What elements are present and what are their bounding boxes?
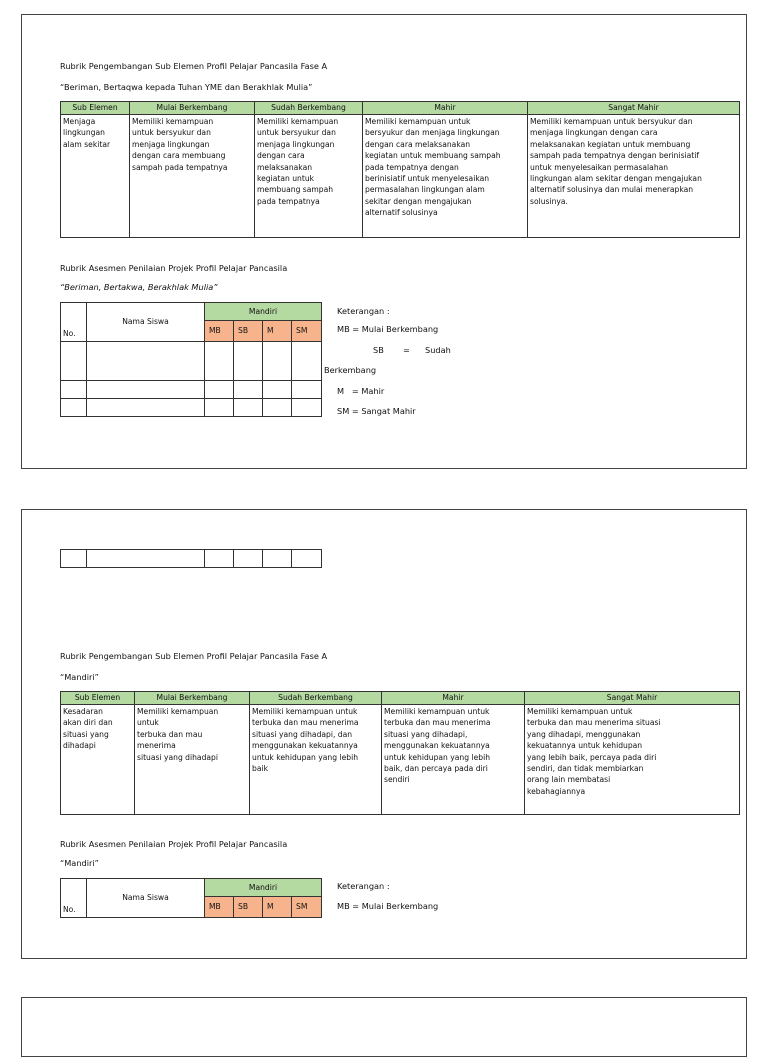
assessment-table: [60, 302, 322, 417]
col-header-mandiri: Mandiri: [205, 303, 322, 321]
legend-sb-equals: =: [403, 345, 410, 355]
legend-sb-text-cont: Berkembang: [324, 365, 377, 375]
cell-sub-elemen: Menjaga lingkungan alam sekitar: [61, 115, 130, 238]
rubric-title: Rubrik Pengembangan Sub Elemen Profil Pelajar Pancasila Fase A: [60, 651, 328, 661]
assessment-subtitle: “Beriman, Bertakwa, Berakhlak Mulia”: [60, 282, 218, 292]
legend-sm: SM = Sangat Mahir: [337, 406, 416, 416]
col-header-sb: SB: [234, 321, 263, 342]
col-header: Sub Elemen: [61, 692, 135, 705]
rubric-table: [60, 101, 740, 238]
table-header-row: [61, 692, 740, 705]
cell-mulai-berkembang: Memiliki kemampuan untuk terbuka dan mau menerima situasi yang dihadapi: [135, 705, 250, 815]
document-page-1: [21, 14, 747, 469]
col-header: Sudah Berkembang: [255, 102, 363, 115]
col-header-no: No.: [61, 303, 87, 342]
cell-sangat-mahir: Memiliki kemampuan untuk bersyukur dan menjaga lingkungan dengan cara melaksanakan kegiatan untuk membuang sampah pada tempatnya dengan berinisiatif untuk menyelesaikan permasalahan lingkungan alam sekitar dengan mengajukan alternatif solusinya dan mulai menerapkan solusinya.: [528, 115, 740, 238]
table-header-row: [61, 303, 322, 321]
col-header-mb: MB: [205, 321, 234, 342]
table-row: [61, 550, 322, 568]
rubric-table: [60, 691, 740, 815]
table-row: [61, 399, 322, 417]
col-header-mandiri: Mandiri: [205, 879, 322, 897]
document-page-2: [21, 509, 747, 959]
assessment-table-continuation: [60, 549, 322, 568]
rubric-title: Rubrik Pengembangan Sub Elemen Profil Pelajar Pancasila Fase A: [60, 61, 328, 71]
legend-m: M = Mahir: [337, 386, 385, 396]
cell-sudah-berkembang: Memiliki kemampuan untuk bersyukur dan menjaga lingkungan dengan cara melaksanakan kegiatan untuk membuang sampah pada tempatnya: [255, 115, 363, 238]
table-row: [61, 342, 322, 381]
cell-mahir: Memiliki kemampuan untuk terbuka dan mau menerima situasi yang dihadapi, menggunakan kekuatannya untuk kehidupan yang lebih baik, dan percaya pada diri sendiri: [382, 705, 525, 815]
assessment-title: Rubrik Asesmen Penilaian Projek Profil Pelajar Pancasila: [60, 839, 288, 849]
cell-sub-elemen: Kesadaran akan diri dan situasi yang dihadapi: [61, 705, 135, 815]
table-row: [61, 705, 740, 815]
assessment-subtitle: “Mandiri”: [60, 858, 99, 868]
col-header-sm: SM: [292, 897, 322, 918]
legend-heading: Keterangan :: [337, 306, 390, 316]
assessment-table: [60, 878, 322, 918]
col-header-nama-siswa: Nama Siswa: [87, 303, 205, 342]
legend-mb: MB = Mulai Berkembang: [337, 901, 439, 911]
col-header: Sudah Berkembang: [250, 692, 382, 705]
table-header-row: [61, 102, 740, 115]
col-header-nama-siswa: Nama Siswa: [87, 879, 205, 918]
col-header-m: M: [263, 897, 292, 918]
cell-mulai-berkembang: Memiliki kemampuan untuk bersyukur dan menjaga lingkungan dengan cara membuang sampah pada tempatnya: [130, 115, 255, 238]
col-header: Mahir: [382, 692, 525, 705]
col-header-sm: SM: [292, 321, 322, 342]
cell-sudah-berkembang: Memiliki kemampuan untuk terbuka dan mau menerima situasi yang dihadapi, dan menggunakan kekuatannya untuk kehidupan yang lebih baik: [250, 705, 382, 815]
assessment-title: Rubrik Asesmen Penilaian Projek Profil Pelajar Pancasila: [60, 263, 288, 273]
legend-sb-code: SB: [373, 345, 384, 355]
rubric-subtitle: “Mandiri”: [60, 672, 99, 682]
rubric-subtitle: “Beriman, Bertaqwa kepada Tuhan YME dan Berakhlak Mulia”: [60, 82, 313, 92]
table-row: [61, 115, 740, 238]
table-header-row: [61, 879, 322, 897]
table-row: [61, 381, 322, 399]
col-header: Mahir: [363, 102, 528, 115]
legend-sb-text: Sudah: [425, 345, 451, 355]
col-header-m: M: [263, 321, 292, 342]
col-header: Mulai Berkembang: [130, 102, 255, 115]
document-page-3: [21, 997, 747, 1057]
cell-mahir: Memiliki kemampuan untuk bersyukur dan menjaga lingkungan dengan cara melaksanakan kegiatan untuk membuang sampah pada tempatnya dengan berinisiatif untuk menyelesaikan permasalahan lingkungan alam sekitar dengan mengajukan alternatif solusinya: [363, 115, 528, 238]
col-header-no: No.: [61, 879, 87, 918]
col-header-sb: SB: [234, 897, 263, 918]
legend-heading: Keterangan :: [337, 881, 390, 891]
col-header-mb: MB: [205, 897, 234, 918]
col-header: Sangat Mahir: [528, 102, 740, 115]
cell-sangat-mahir: Memiliki kemampuan untuk terbuka dan mau menerima situasi yang dihadapi, menggunakan kekuatannya untuk kehidupan yang lebih baik, percaya pada diri sendiri, dan tidak membiarkan orang lain membatasi kebahagiannya: [525, 705, 740, 815]
col-header: Sangat Mahir: [525, 692, 740, 705]
col-header: Sub Elemen: [61, 102, 130, 115]
col-header: Mulai Berkembang: [135, 692, 250, 705]
legend-mb: MB = Mulai Berkembang: [337, 324, 439, 334]
